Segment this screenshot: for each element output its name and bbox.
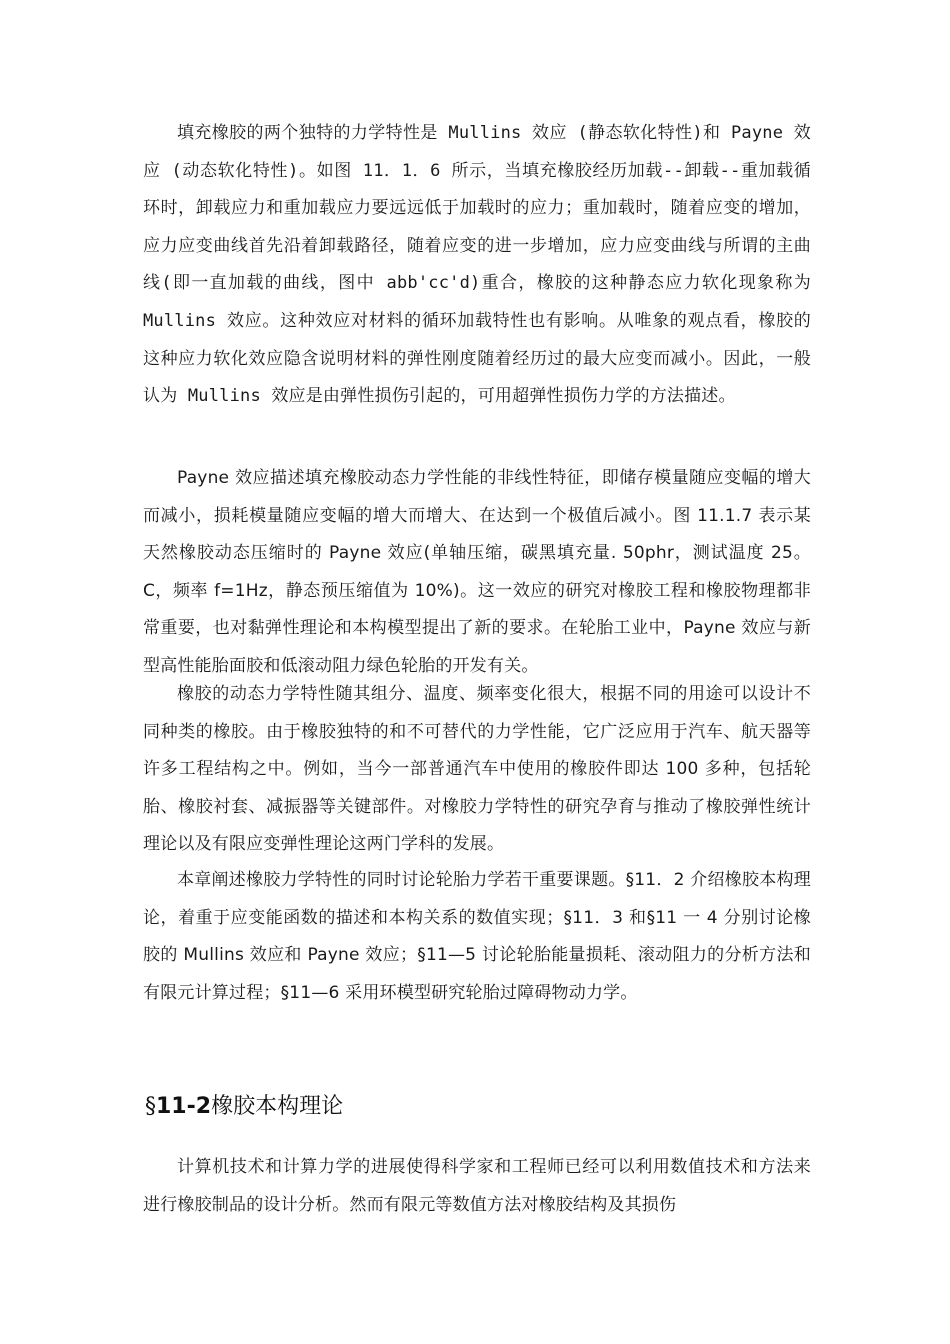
paragraph-chapter-outline: 本章阐述橡胶力学特性的同时讨论轮胎力学若干重要课题。§11．2 介绍橡胶本构理论，着重于应变能函数的描述和本构关系的数值实现；§11．3 和§11 一 4 分别讨论橡胶的 Mullins 效应和 Payne 效应；§11—5 讨论轮胎能量损耗、滚动阻力的分析方法和有限元计算过程；§11—6 采用环模型研究轮胎过障碍物动力学。 <box>143 870 811 1003</box>
paragraph-rubber-applications: 橡胶的动态力学特性随其组分、温度、频率变化很大，根据不同的用途可以设计不同种类的橡胶。由于橡胶独特的和不可替代的力学性能，它广泛应用于汽车、航天器等许多工程结构之中。例如，当今一部普通汽车中使用的橡胶件即达 100 多种，包括轮胎、橡胶衬套、减振器等关键部件。对橡胶力学特性的研究孕育与推动了橡胶弹性统计理论以及有限应变弹性理论这两门学科的发展。 <box>143 684 811 855</box>
section-heading <box>145 1092 343 1122</box>
paragraph-mullins-payne-intro: 填充橡胶的两个独特的力学特性是 Mullins 效应 (静态软化特性)和 Payne 效应 (动态软化特性)。如图 11．1．6 所示，当填充橡胶经历加载--卸载--重加载循环时，卸载应力和重加载应力要远远低于加载时的应力；重加载时，随着应变的增加，应力应变曲线首先沿着卸载路径，随着应变的进一步增加，应力应变曲线与所谓的主曲线(即一直加载的曲线，图中 abb'cc'd)重合，橡胶的这种静态应力软化现象称为 Mullins 效应。这种效应对材料的循环加载特性也有影响。从唯象的观点看，橡胶的这种应力软化效应隐含说明材料的弹性刚度随着经历过的最大应变而减小。因此，一般认为 Mullins 效应是由弹性损伤引起的，可用超弹性损伤力学的方法描述。 <box>143 123 811 407</box>
paragraph-payne-effect: Payne 效应描述填充橡胶动态力学性能的非线性特征，即储存模量随应变幅的增大而减小，损耗模量随应变幅的增大而增大、在达到一个极值后减小。图 11.1.7 表示某天然橡胶动态压缩时的 Payne 效应(单轴压缩，碳黑填充量. 50phr，测试温度 25。C，频率 f=1Hz，静态预压缩值为 10%)。这一效应的研究对橡胶工程和橡胶物理都非常重要，也对黏弹性理论和本构模型提出了新的要求。在轮胎工业中，Payne 效应与新型高性能胎面胶和低滚动阻力绿色轮胎的开发有关。 <box>143 468 811 676</box>
section-number: 11-2 <box>156 1094 212 1119</box>
paragraph-numerical-methods: 计算机技术和计算力学的进展使得科学家和工程师已经可以利用数值技术和方法来进行橡胶制品的设计分析。然而有限元等数值方法对橡胶结构及其损伤 <box>143 1157 811 1215</box>
section-title: 橡胶本构理论 <box>211 1094 344 1119</box>
section-symbol: § <box>145 1094 156 1119</box>
